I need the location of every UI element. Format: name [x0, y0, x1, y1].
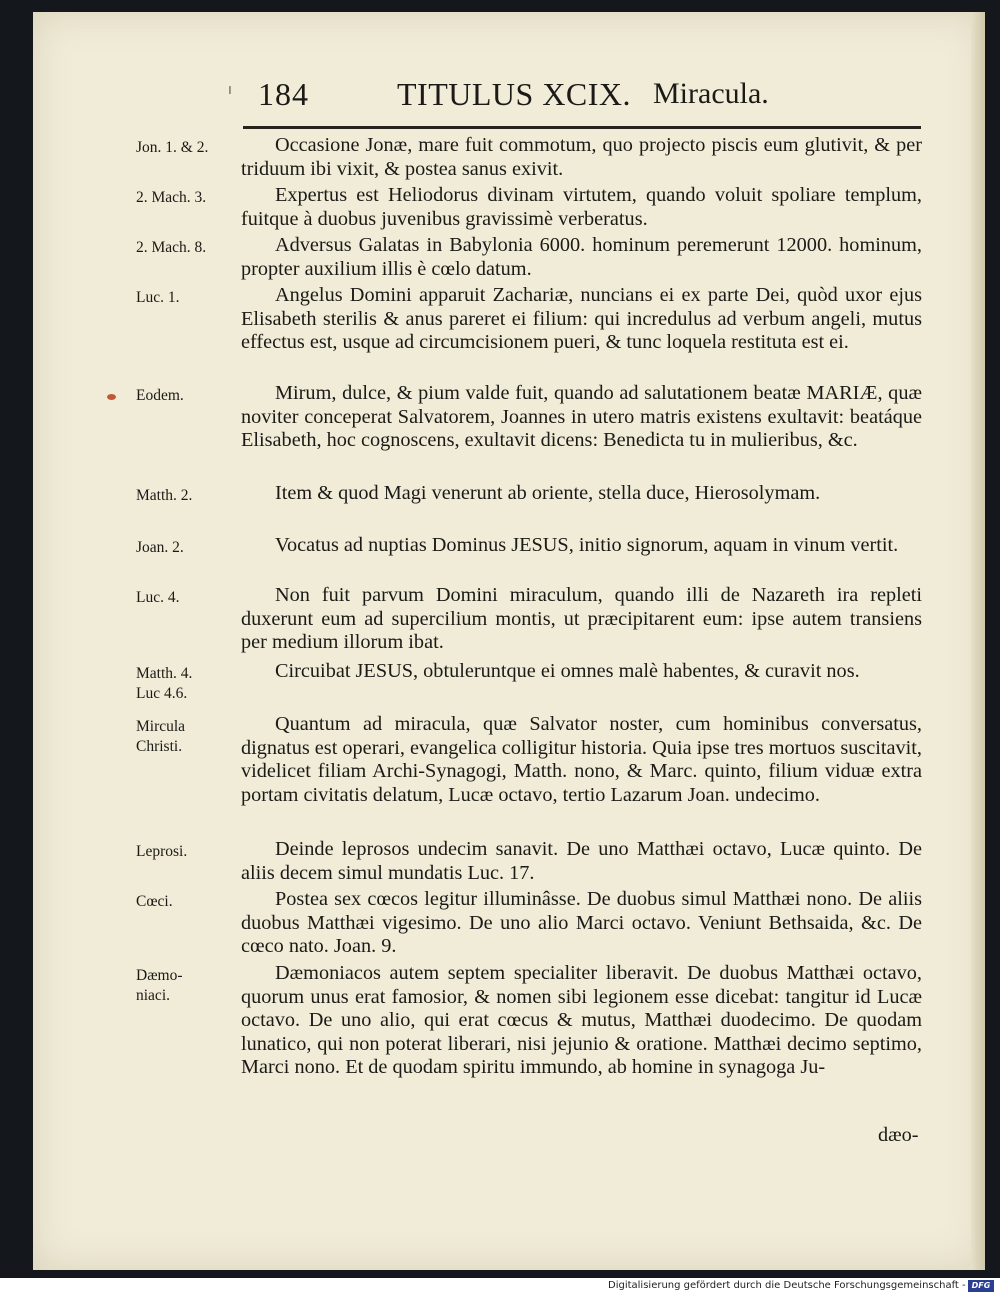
entry-text: Occasione Jonæ, mare fuit commotum, quo projecto piscis eum glutivit, & per triduum ibi vixit, & postea sanus exivit. [241, 134, 922, 180]
ink-stain [107, 394, 116, 400]
margin-reference: Joan. 2. [136, 539, 184, 556]
margin-reference: Luc. 1. [136, 289, 180, 306]
book-page [33, 12, 985, 1270]
margin-reference: 2. Mach. 3. [136, 189, 207, 206]
entry-text: Dæmoniacos autem septem specialiter liberavit. De duobus Matthæi octavo, quorum unus erat famosior, & nomen sibi legionem esse dicebat: tangitur id Lucæ octavo. De uno alio, qui erat cœcus & mutus, Matthæi duodecimo. De quodam lunatico, qui non poterat liberari, nisi jejunio & oratione. Matthæi decimo septimo, Marci nono. Et de quodam spiritu immundo, ab homine in synagoga Ju- [241, 962, 922, 1078]
margin-reference: Jon. 1. & 2. [136, 139, 209, 156]
entry-text: Adversus Galatas in Babylonia 6000. hominum peremerunt 12000. hominum, propter auxilium illis è cœlo datum. [241, 234, 922, 280]
entry-text: Vocatus ad nuptias Dominus JESUS, initio signorum, aquam in vinum vertit. [275, 534, 899, 556]
margin-reference: Mircula Christi. [136, 718, 186, 755]
digitization-credit: Digitalisierung gefördert durch die Deutsche Forschungsgemeinschaft - [608, 1280, 966, 1291]
header-rule [243, 126, 921, 129]
margin-reference: Dæmo- niaci. [136, 967, 183, 1004]
page-number: 184 [258, 76, 309, 112]
page-subtitle: Miracula. [653, 77, 769, 110]
page-title: TITULUS XCIX. [397, 76, 632, 112]
entry-text: Non fuit parvum Domini miraculum, quando illi de Nazareth ira repleti duxerunt eum ad supercilium montis, ut præcipitarent eum: ipse autem transiens per medium illorum ibat. [241, 584, 922, 653]
header-mark: ı [228, 82, 232, 98]
dfg-logo: DFG [968, 1280, 994, 1292]
entry-text: Expertus est Heliodorus divinam virtutem, quando voluit spoliare templum, fuitque à duobus juvenibus gravissimè verberatus. [241, 184, 922, 230]
entry-text: Mirum, dulce, & pium valde fuit, quando ad salutationem beatæ MARIÆ, quæ noviter conceperat Salvatorem, Joannes in utero matris existens exultavit: beatáque Elisabeth, hoc cognoscens, exultavit dicens: Benedicta tu in mulieribus, &c. [241, 382, 922, 451]
entry-text: Postea sex cœcos legitur illuminâsse. De duobus simul Matthæi nono. De aliis duobus Matthæi vigesimo. De uno alio Marci octavo. Veniunt Bethsaida, &c. De cœco nato. Joan. 9. [241, 888, 922, 957]
margin-reference: Luc. 4. [136, 589, 180, 606]
margin-reference: Matth. 4. Luc 4.6. [136, 665, 193, 702]
entry-text: Quantum ad miracula, quæ Salvator noster, cum hominibus conversatus, dignatus est operari, evangelica colligitur historia. Quia ipse tres mortuos suscitavit, videlicet filiam Archi-Synagogi, Matth. nono, & Marc. quinto, filium viduæ extra portam civitatis delatum, Lucæ octavo, tertio Lazarum Joan. undecimo. [241, 713, 922, 806]
margin-reference: Matth. 2. [136, 487, 193, 504]
margin-reference: Leprosi. [136, 843, 188, 860]
entry-text: Item & quod Magi venerunt ab oriente, stella duce, Hierosolymam. [275, 482, 821, 504]
entry-text: Circuibat JESUS, obtuleruntque ei omnes malè habentes, & curavit nos. [275, 660, 860, 682]
catchword: dæo- [878, 1124, 919, 1146]
margin-reference: Eodem. [136, 387, 184, 404]
entry-text: Angelus Domini apparuit Zachariæ, nuncians ei ex parte Dei, quòd uxor ejus Elisabeth sterilis & anus pareret ei filium: qui incredulus ad verbum angeli, mutus effectus est, usque ad circumcisionem pueri, & tunc loquela restituta est ei. [241, 284, 922, 353]
entry-text: Deinde leprosos undecim sanavit. De uno Matthæi octavo, Lucæ quinto. De aliis decem simul mundatis Luc. 17. [241, 838, 922, 884]
margin-reference: 2. Mach. 8. [136, 239, 207, 256]
margin-reference: Cœci. [136, 893, 173, 910]
running-header [33, 74, 985, 122]
page-edge [971, 12, 985, 1270]
